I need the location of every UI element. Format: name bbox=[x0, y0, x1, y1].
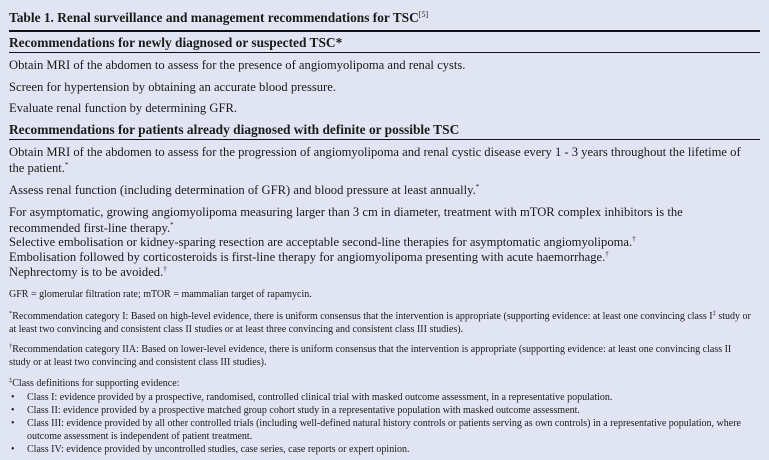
abbreviations-footnote bbox=[9, 289, 760, 302]
top-rule bbox=[9, 30, 760, 32]
recommendation-row bbox=[9, 182, 760, 198]
class-definition-text: Class I: evidence provided by a prospective, randomised, controlled clinical trial with masked outcome assessment, in a representative population. bbox=[27, 392, 613, 403]
footnote-mark: † bbox=[9, 343, 13, 350]
section-heading-newly-diagnosed bbox=[9, 35, 342, 51]
footnote-text: Recommendation category IIA: Based on lower-level evidence, there is uniform consensus that the intervention is appropriate (supporting evidence: at least one convincing class II study or at least two convincing and consistent class III studies). bbox=[9, 344, 732, 368]
category-iia-footnote bbox=[9, 344, 754, 369]
recommendation-row bbox=[9, 57, 760, 73]
footnote-text: GFR = glomerular filtration rate; mTOR = mammalian target of rapamycin. bbox=[9, 289, 312, 300]
class-definition-text: Class IV: evidence provided by uncontrolled studies, case series, case reports or expert opinion. bbox=[27, 444, 410, 455]
category-i-footnote bbox=[9, 311, 754, 336]
bullet-icon: • bbox=[11, 392, 15, 403]
class-definition-item bbox=[9, 417, 760, 443]
recommendation-row bbox=[9, 249, 760, 265]
footnote-mark: * bbox=[9, 310, 13, 317]
footnote-mark: * bbox=[170, 221, 174, 229]
recommendation-row bbox=[9, 79, 760, 95]
footnote-mark: ‡ bbox=[712, 310, 716, 317]
recommendation-row bbox=[9, 144, 754, 176]
footnote-mark: * bbox=[335, 35, 343, 50]
section-rule bbox=[9, 139, 760, 140]
class-definitions-list bbox=[9, 391, 760, 456]
recommendation-text: For asymptomatic, growing angiomyolipoma measuring larger than 3 cm in diameter, treatment with mTOR complex inhibitors is the recommended first-line therapy. bbox=[9, 205, 683, 235]
footnote-mark: † bbox=[163, 265, 167, 273]
footnote-text: Class definitions for supporting evidence: bbox=[12, 378, 180, 389]
section-heading-text: Recommendations for newly diagnosed or suspected TSC bbox=[9, 35, 336, 50]
reference-citation[interactable]: [5] bbox=[418, 10, 429, 19]
recommendation-text: Nephrectomy is to be avoided. bbox=[9, 265, 164, 279]
recommendation-row bbox=[9, 234, 760, 250]
recommendation-row bbox=[9, 100, 760, 116]
class-definitions-heading bbox=[9, 378, 760, 391]
bullet-icon: • bbox=[11, 418, 15, 429]
class-definition-item bbox=[9, 443, 760, 456]
bullet-icon: • bbox=[11, 405, 15, 416]
recommendation-text: Assess renal function (including determination of GFR) and blood pressure at least annually. bbox=[9, 183, 476, 197]
section-heading-already-diagnosed bbox=[9, 122, 459, 138]
section-heading-text: Recommendations for patients already diagnosed with definite or possible TSC bbox=[9, 122, 460, 137]
recommendation-text: Screen for hypertension by obtaining an accurate blood pressure. bbox=[9, 80, 336, 94]
footnote-mark: ‡ bbox=[9, 377, 13, 384]
footnote-mark: † bbox=[605, 250, 609, 258]
table-title bbox=[9, 10, 428, 26]
recommendation-text: Obtain MRI of the abdomen to assess for the presence of angiomyolipoma and renal cysts. bbox=[9, 58, 466, 72]
class-definition-item bbox=[9, 391, 760, 404]
recommendation-text: Obtain MRI of the abdomen to assess for the progression of angiomyolipoma and renal cystic disease every 1 - 3 years throughout the lifetime of the patient. bbox=[9, 145, 741, 175]
bullet-icon: • bbox=[11, 444, 15, 455]
recommendation-text: Selective embolisation or kidney-sparing resection are acceptable second-line therapies for asymptomatic angiomyolipoma. bbox=[9, 235, 633, 249]
recommendation-text: Evaluate renal function by determining GFR. bbox=[9, 101, 238, 115]
footnote-mark: † bbox=[632, 235, 636, 243]
footnote-text: study or at least two convincing and consistent class II studies or at least three convincing and consistent class III studies). bbox=[9, 311, 751, 335]
class-definition-item bbox=[9, 404, 760, 417]
footnote-text: Recommendation category I: Based on high-level evidence, there is uniform consensus that the intervention is appropriate (supporting evidence: at least one convincing class I bbox=[12, 311, 713, 322]
recommendation-row bbox=[9, 204, 709, 236]
class-definition-text: Class III: evidence provided by all other controlled trials (including well-defined natural history controls or patients serving as own controls) in a representative population, where outcome assessment is independent of patient treatment. bbox=[27, 418, 741, 442]
section-rule bbox=[9, 52, 760, 53]
table-title-text: Table 1. Renal surveillance and management recommendations for TSC bbox=[9, 10, 419, 25]
recommendation-text: Embolisation followed by corticosteroids is first-line therapy for angiomyolipoma presenting with acute haemorrhage. bbox=[9, 250, 606, 264]
class-definition-text: Class II: evidence provided by a prospective matched group cohort study in a representative population with masked outcome assessment. bbox=[27, 405, 580, 416]
footnote-mark: * bbox=[64, 161, 69, 169]
footnote-mark: * bbox=[475, 183, 480, 191]
recommendation-row bbox=[9, 264, 760, 280]
